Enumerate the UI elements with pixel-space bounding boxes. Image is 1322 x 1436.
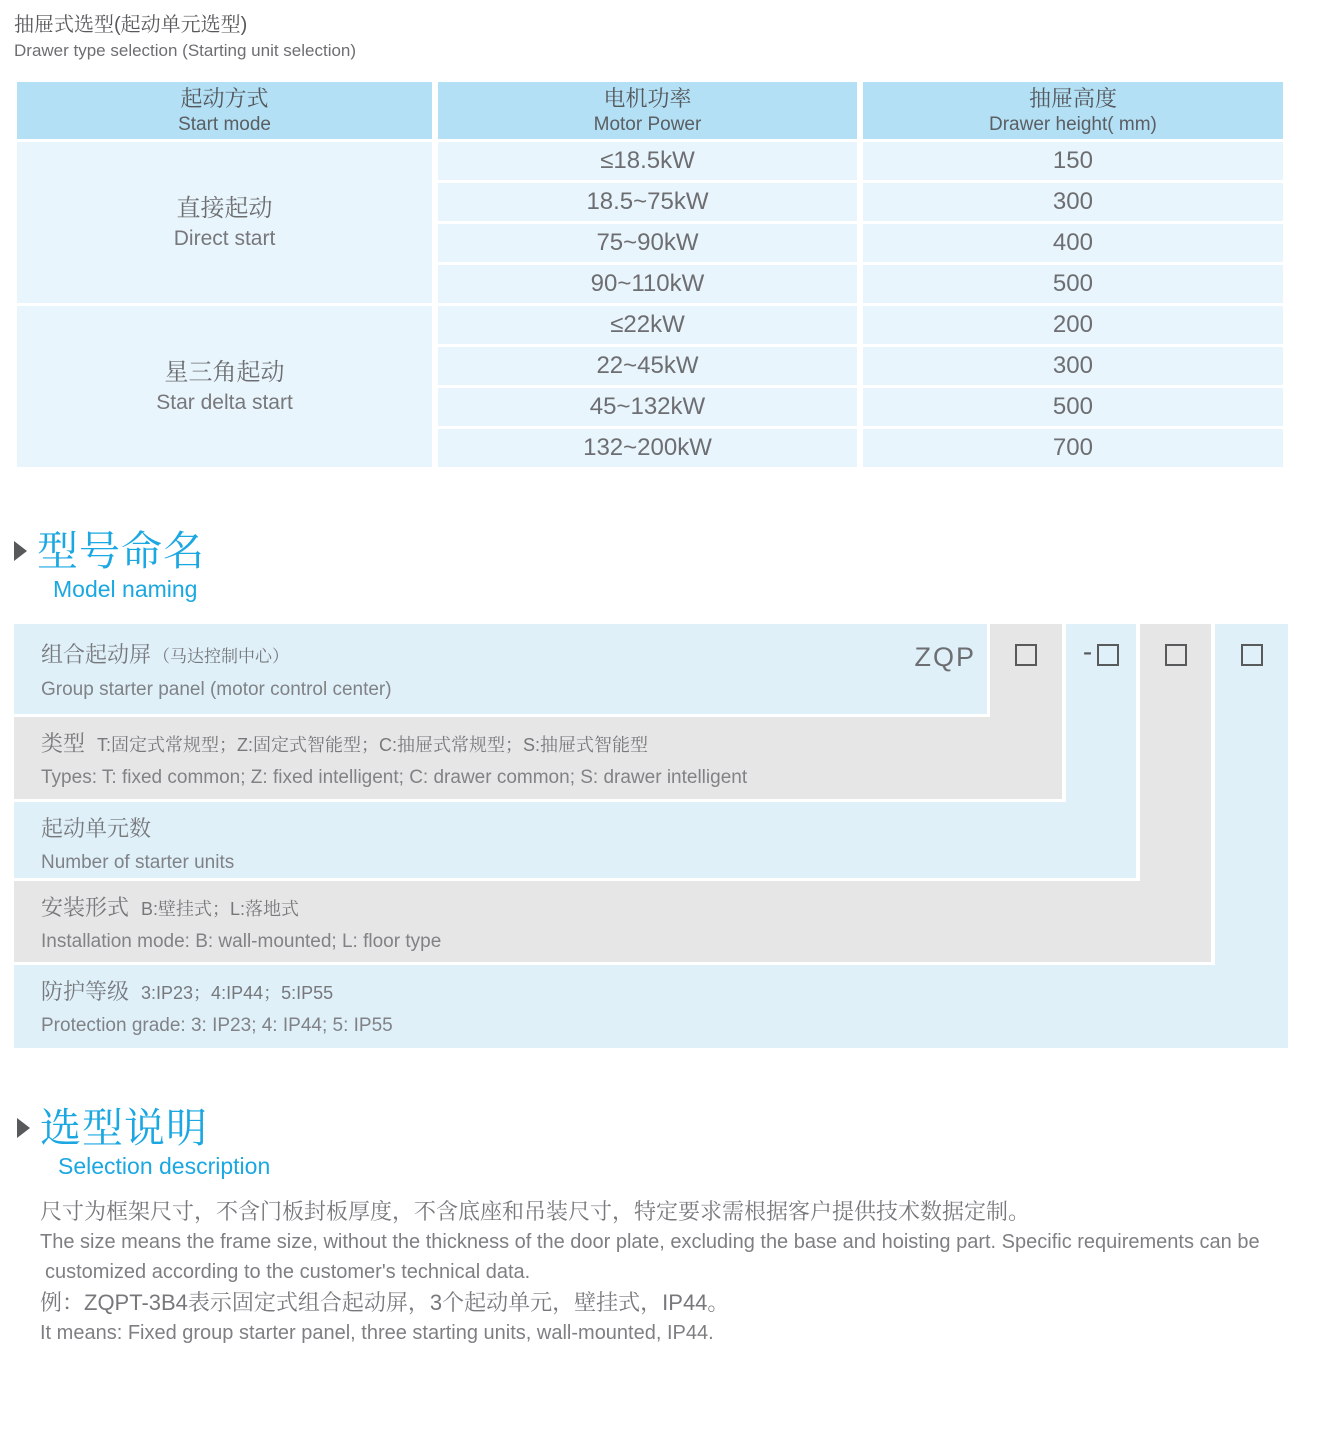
band-detail-cn: （马达控制中心） xyxy=(153,647,290,666)
section-model-naming xyxy=(14,527,1322,604)
note-line: customized according to the customer's technical data. xyxy=(45,1261,531,1283)
motor-power-cell: ≤22kW xyxy=(438,306,857,344)
page-title-cn: 抽屉式选型(起动单元选型) xyxy=(14,14,248,36)
band-detail-cn: 3:IP23；4:IP44；5:IP55 xyxy=(141,983,334,1003)
drawer-height-cell: 500 xyxy=(863,265,1283,303)
motor-power-cell: 132~200kW xyxy=(438,429,857,467)
column-header-drawer-height xyxy=(863,82,1283,139)
band-label-en: Group starter panel (motor control center) xyxy=(41,679,392,700)
band-label-cn: 安装形式 xyxy=(41,895,130,920)
code-box-installation xyxy=(1165,644,1187,666)
code-box-units xyxy=(1097,644,1119,666)
header-motor-power-cn: 电机功率 xyxy=(603,86,692,111)
band-label-cn: 起动单元数 xyxy=(41,816,152,841)
drawer-height-cell: 500 xyxy=(863,388,1283,426)
band-protection-grade xyxy=(14,965,1288,1048)
header-motor-power-en: Motor Power xyxy=(593,114,702,135)
drawer-height-cell: 150 xyxy=(863,142,1283,180)
start-mode-star-delta-cn: 星三角起动 xyxy=(164,359,285,386)
motor-power-cell: 75~90kW xyxy=(438,224,857,262)
band-label-en: Installation mode: B: wall-mounted; L: floor type xyxy=(41,931,442,952)
header-start-mode-en: Start mode xyxy=(178,114,271,135)
band-label-en: Protection grade: 3: IP23; 4: IP44; 5: IP55 xyxy=(41,1015,393,1036)
band-detail-cn: T:固定式常规型；Z:固定式智能型；C:抽屉式常规型；S:抽屉式智能型 xyxy=(97,735,649,755)
note-line: 尺寸为框架尺寸，不含门板封板厚度，不含底座和吊装尺寸，特定要求需根据客户提供技术数据定制。 xyxy=(40,1199,1031,1224)
triangle-bullet-icon xyxy=(17,1118,30,1138)
header-start-mode-cn: 起动方式 xyxy=(180,86,269,111)
band-label-en: Number of starter units xyxy=(41,852,235,873)
column-header-motor-power xyxy=(438,82,857,139)
band-detail-cn: B:壁挂式；L:落地式 xyxy=(141,899,300,919)
header-drawer-height-cn: 抽屉高度 xyxy=(1028,86,1117,111)
section-title-en: Selection description xyxy=(58,1153,271,1179)
drawer-height-cell: 300 xyxy=(863,183,1283,221)
section-title-cn: 选型说明 xyxy=(40,1105,208,1151)
triangle-bullet-icon xyxy=(14,541,27,561)
section-title-cn: 型号命名 xyxy=(37,528,205,574)
section-title-en: Model naming xyxy=(53,576,198,602)
band-starter-units xyxy=(14,802,1136,878)
motor-power-cell: 22~45kW xyxy=(438,347,857,385)
table-row xyxy=(17,142,1283,180)
page-title-en: Drawer type selection (Starting unit selection) xyxy=(14,41,357,60)
start-mode-star-delta-cell xyxy=(17,306,432,467)
drawer-height-cell: 700 xyxy=(863,429,1283,467)
drawer-height-cell: 400 xyxy=(863,224,1283,262)
code-box-protection xyxy=(1241,644,1263,666)
code-box-type xyxy=(1015,644,1037,666)
code-dash: - xyxy=(1082,636,1093,667)
band-type xyxy=(14,717,1062,799)
table-header-row xyxy=(17,82,1283,139)
table-row xyxy=(17,306,1283,344)
drawer-height-cell: 300 xyxy=(863,347,1283,385)
band-label-cn: 防护等级 xyxy=(41,979,130,1004)
start-mode-direct-cell xyxy=(17,142,432,303)
drawer-height-cell: 200 xyxy=(863,306,1283,344)
column-header-start-mode xyxy=(17,82,432,139)
note-line: It means: Fixed group starter panel, three starting units, wall-mounted, IP44. xyxy=(40,1322,714,1344)
start-mode-star-delta-en: Star delta start xyxy=(156,391,293,414)
band-group-starter-panel xyxy=(14,624,987,714)
band-installation-mode xyxy=(14,881,1211,962)
header-drawer-height-en: Drawer height( mm) xyxy=(989,114,1157,135)
note-line: 例：ZQPT-3B4表示固定式组合起动屏，3个起动单元，壁挂式，IP44。 xyxy=(40,1290,730,1315)
motor-power-cell: 45~132kW xyxy=(438,388,857,426)
start-mode-direct-en: Direct start xyxy=(173,227,276,250)
section-selection-description xyxy=(17,1104,1322,1181)
selection-notes xyxy=(40,1196,1322,1348)
note-line: The size means the frame size, without the thickness of the door plate, excluding the base and hoisting part. Specific requirements can be xyxy=(40,1231,1260,1253)
band-label-cn: 组合起动屏 xyxy=(41,642,152,667)
drawer-selection-table xyxy=(11,79,1289,470)
motor-power-cell: 90~110kW xyxy=(438,265,857,303)
model-naming-diagram xyxy=(14,624,1288,1048)
band-label-en: Types: T: fixed common; Z: fixed intelligent; C: drawer common; S: drawer intelligent xyxy=(41,767,748,788)
motor-power-cell: 18.5~75kW xyxy=(438,183,857,221)
model-code-prefix: ZQP xyxy=(914,642,976,672)
motor-power-cell: ≤18.5kW xyxy=(438,142,857,180)
start-mode-direct-cn: 直接起动 xyxy=(176,195,273,222)
band-label-cn: 类型 xyxy=(41,731,86,756)
